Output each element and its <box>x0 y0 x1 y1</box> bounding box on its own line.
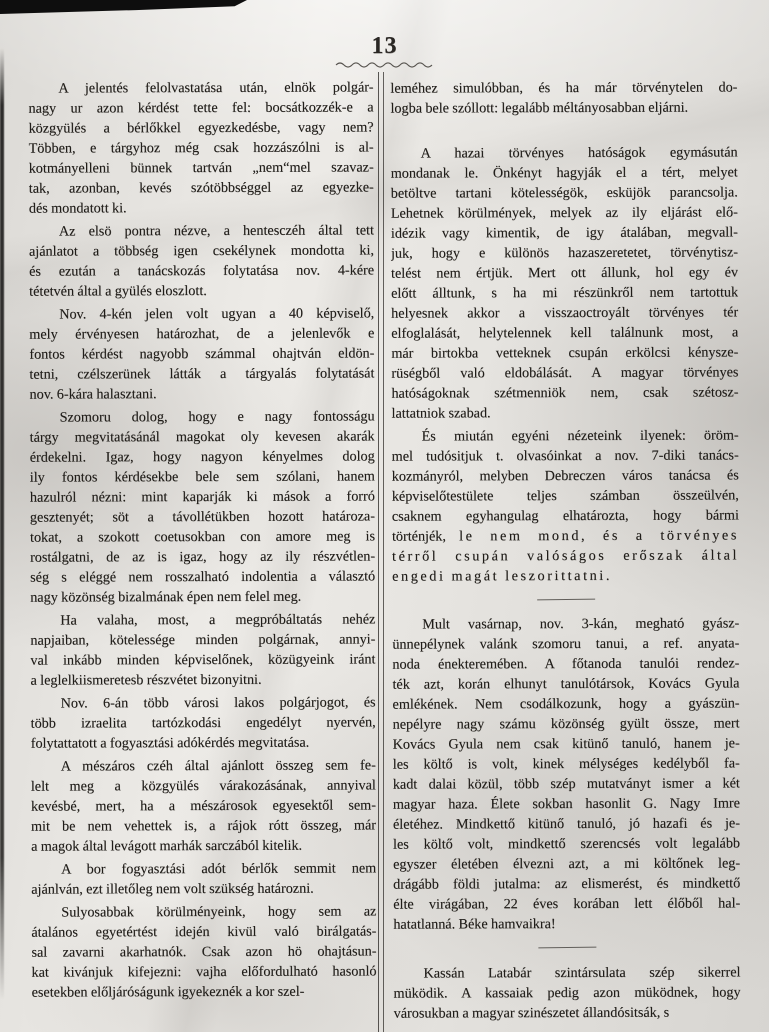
text-line: juk, hogy e különös hazaszeretetet, törvénytisz- <box>390 244 738 262</box>
paragraph <box>31 858 376 899</box>
text-line: telést nem értjük. Mert ott állunk, hol egy év <box>390 264 739 282</box>
text-line: ily fontos kérdésekbe bele sem szólani, hanem <box>29 468 375 486</box>
emphasized-text: le nem mond, és a törvényes <box>459 527 739 545</box>
text-line: ajánlván, ezt illetőleg nem volt szükség határozni. <box>31 880 314 898</box>
text-line: mit be nem vehettek is, a rájok rótt összeg, már <box>30 817 377 835</box>
text-line: térről csupán valóságos erőszak által <box>391 547 740 565</box>
text-line: helyesnek akkor a visszaoctroyált törvényes tér <box>391 304 739 322</box>
scan-edge-top <box>0 0 247 14</box>
text-line: A mészáros czéh által ajánlott összeg sem fe- <box>60 757 376 775</box>
text-line: logba bele szóllott: legalább méltányosabban eljárni. <box>390 99 689 117</box>
text-line: betöltve tartani kötelességök, esküjök parancsolja. <box>390 184 738 202</box>
column-divider-rule <box>378 72 384 1032</box>
text-line: tokat, a szokott coetusokban con amore meg is <box>29 528 376 546</box>
text-line: napjaiban, kötelessége minden polgárnak, annyi- <box>30 631 376 649</box>
text-line: tárgy megvitatásánál magokat oly kevesen akarák <box>29 428 375 446</box>
text-line: les költő is volt, kinek mélységes kedélyből fa- <box>392 755 740 773</box>
text-line: lelt meg a közgyülés várakozásának, annyival <box>30 777 376 795</box>
text-line: rüségből való eldobálását. A magyar törvényes <box>391 364 739 382</box>
text-line: előtt álltunk, s ha mi részünkről nem tartottuk <box>391 284 739 302</box>
text-line <box>392 525 739 546</box>
text-line: kadt dalai közül, több szép mutatványt ismer a két <box>392 775 740 793</box>
text-line: érdekelni. Igaz, hogy nagyon kényelmes dolog <box>29 448 375 466</box>
text-line: ajánlatot a többség igen csekélynek mondotta ki, <box>28 242 375 260</box>
text-line: tetni, czélszerünek látták a tárgyalás folytatását <box>29 365 375 383</box>
text-line: rostálgatni, de az is igaz, hogy az ily részvétlen- <box>30 548 376 566</box>
text-line: ték azt, korán elhunyt tanulótársok, Kovács Gyula <box>392 675 740 693</box>
text-line: városukban a magyar szinészetet állandósitsák, s <box>393 1004 670 1022</box>
text-line: mondanak le. Önkényt hagyják el a tért, melyet <box>390 164 738 182</box>
text-line: hazulról nézni: mint kaparják ki mások a forró <box>29 488 375 506</box>
text-line: gesztenyét; söt a távollétükben hozott határoza- <box>29 508 375 526</box>
text-line: kozmányról, melyben Debreczen város tanácsa és <box>391 467 739 485</box>
text-line: folytattatott a fogyasztási adókérdés megvitatása. <box>30 734 310 752</box>
paragraph <box>391 142 739 423</box>
wavy-underline <box>335 60 435 68</box>
paragraph <box>31 755 376 856</box>
paragraph <box>31 901 376 1002</box>
text-line: drágább földi jutalma: az elismerést, és mindkettő <box>393 875 741 893</box>
paragraph <box>29 220 374 301</box>
section-divider <box>537 599 595 601</box>
text-line: leméhez simulóbban, és ha már törvénytelen do- <box>390 79 738 97</box>
text-line: mel tudósitjuk t. olvasóinkat a nov. 7-diki tanács- <box>391 447 739 465</box>
text-line: hatóságoknak szétmenniök nem, csak szétosz- <box>391 384 739 402</box>
text-line: noda énekteremében. A főtanoda tanulói rendez- <box>392 655 740 673</box>
text-line: kevésbé, mert, ha a mészárosok egyesektől sem- <box>30 797 376 815</box>
left-column <box>28 77 376 1005</box>
text-line: egyszer életében élvezni azt, a mi költőnek leg- <box>393 855 741 873</box>
text-line: müködik. A kassaiak pedig azon müködnek, hogy <box>393 984 741 1002</box>
text-line: ség s eléggé nem rosszalható indolentia a választó <box>30 568 376 586</box>
page-header <box>0 33 769 68</box>
text-line: mely érvényesen határozhat, de a jelenlevők e <box>29 325 375 343</box>
text-line: kat kivánjuk kifejezni: vajha előfordulható hasonló <box>31 963 377 981</box>
text-line: nov. 6-kára halasztani. <box>29 386 157 403</box>
text-line: elfoglalását, helytelennek kell találnunk most, a <box>391 324 739 342</box>
text-line: csaknem egyhangulag elhatározta, hogy bármi <box>391 507 739 525</box>
page-number: 13 <box>371 33 398 59</box>
text-line: kotmányelleni bünnek tartván „nem“mel szavaz- <box>28 159 374 177</box>
text-line: Többen, e tárgyhoz még csak hozzászólni is al- <box>28 139 374 157</box>
text-segment: történjék, <box>391 528 460 545</box>
text-line: fontos kérdést nagyobb számmal ohajtván eldön- <box>29 345 375 363</box>
text-line: életéhez. Mindkettő kitünő tanuló, jó hazafi és je- <box>392 815 740 833</box>
text-line: közgyülés a bérlőkkel egyezkedésbe, vagy nem? <box>28 119 374 137</box>
paragraph <box>393 962 740 1023</box>
text-line: élte virágában, 22 éves korában lett élőből hal- <box>393 895 741 913</box>
paragraph <box>31 692 376 753</box>
text-line: hatatlanná. Béke hamvaikra! <box>393 916 556 933</box>
text-line: nepélyre nagy számu közönség gyült össze, mert <box>392 715 740 733</box>
text-line: a leglelkiismeretesb részvétet bizonyitni. <box>30 671 262 689</box>
text-line: És miután egyéni nézeteink ilyenek: öröm- <box>421 427 739 445</box>
text-line: Nov. 4-kén jelen volt ugyan a 40 képviselő, <box>59 305 375 323</box>
text-line: Mult vasárnap, nov. 3-kán, megható gyász- <box>422 615 740 633</box>
text-line: val inkább minden képviselőnek, közügyeink iránt <box>30 651 376 669</box>
text-line: engedi magát leszorittatni. <box>392 567 613 585</box>
text-line: Szomoru dolog, hogy e nagy fontosságu <box>59 408 375 426</box>
text-line: tétetvén által a gyülés eloszlott. <box>29 282 207 300</box>
text-line: a magok által levágott marhák sarczából kitelik. <box>31 837 303 855</box>
paragraph <box>28 77 373 218</box>
text-line: Az elsö pontra nézve, a hentesczéh által tett <box>58 222 374 240</box>
text-line: Sulyosabbak körülményeink, hogy sem az <box>61 903 377 921</box>
text-line: dés mondatott ki. <box>28 200 127 217</box>
text-line: nagy ur azon kérdést tette fel: bocsátkozzék-e a <box>28 99 374 117</box>
text-line: les költő volt, mindkettő szerencsés volt legalább <box>392 835 741 853</box>
right-column <box>390 77 740 1026</box>
text-line: képviselőtestülete teljes számban összeülvén, <box>391 487 739 505</box>
text-line: több izraelita tartózkodási engedélyt nyervén, <box>30 714 376 732</box>
text-line: Kovács Gyula nem csak kitünő tanuló, hanem je- <box>392 735 740 753</box>
paragraph <box>390 77 737 118</box>
text-line: már birtokba vetteknek csupán erkölcsi kénysze- <box>391 344 739 362</box>
text-line: lattatniok szabad. <box>391 405 491 422</box>
paragraph <box>30 406 376 607</box>
text-line: A hazai törvényes hatóságok egymásután <box>420 144 738 162</box>
paragraph <box>392 614 740 935</box>
text-line: Ha valaha, most, a megpróbáltatás nehéz <box>60 611 376 629</box>
paragraph-gap <box>390 120 737 143</box>
text-line: és ezután a tanácskozás folytatása nov. 4-kére <box>29 262 375 280</box>
text-line: A jelentés felolvastatása után, elnök polgár- <box>58 79 374 97</box>
paragraph <box>30 609 375 690</box>
text-line: sal zavarni akarhatnók. Csak azon hö ohajtásun- <box>31 943 377 961</box>
text-line: idézik vagy kimentik, de igy átalában, megvall- <box>390 224 738 242</box>
paragraph <box>29 303 374 404</box>
text-line: magyar haza. Élete sokban hasonlit G. Nagy Imre <box>392 795 740 813</box>
text-line: Kassán Latabár szintársulata szép sikerrel <box>423 964 741 982</box>
text-line: emlékének. Nem csodálkozunk, hogy a gyászün- <box>392 695 740 713</box>
text-line: esetekben előljáróságunk igyekeznék a kor szel- <box>31 983 305 1001</box>
section-divider <box>538 947 596 949</box>
text-line: nagy közönség bizalmának épen nem felel meg. <box>30 588 302 606</box>
text-line: Lehetnek körülmények, melyek az ily eljárást elő- <box>390 204 738 222</box>
text-line: A bor fogyasztási adót bérlők semmit nem <box>61 860 377 878</box>
text-line: átalános egyetértést idején kivül való birálgatás- <box>31 923 377 941</box>
text-line: ünnepélynek valánk szomoru tanui, a ref. anyata- <box>392 635 740 653</box>
scan-edge-left <box>0 48 4 1000</box>
text-line: Nov. 6-án több városi lakos polgárjogot, és <box>60 694 376 712</box>
paragraph <box>392 425 740 586</box>
text-line: tak, azonban, kevés szótöbbséggel az egyezke- <box>28 179 374 197</box>
